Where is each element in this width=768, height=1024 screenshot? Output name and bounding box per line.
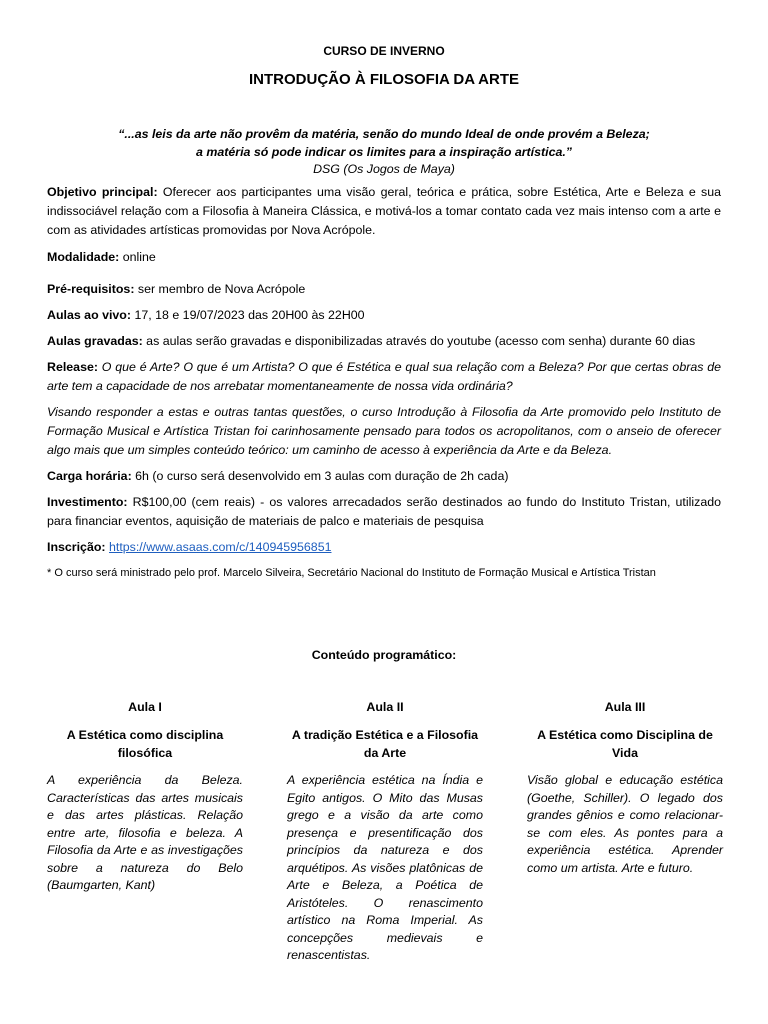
course-type-heading: CURSO DE INVERNO xyxy=(323,44,445,58)
inscricao-link[interactable]: https://www.asaas.com/c/140945956851 xyxy=(109,539,332,554)
footnote: * O curso será ministrado pelo prof. Marcelo Silveira, Secretário Nacional do Instituto de Formação Musical e Artística Tristan xyxy=(47,566,656,579)
prereq-label: Pré-requisitos: xyxy=(47,281,135,296)
aula-2-heading: Aula II xyxy=(366,700,404,714)
modalidade-paragraph xyxy=(47,248,721,267)
aula-3-description: Visão global e educação estética (Goethe, Schiller). O legado dos grandes gênios e como relacionar-se com eles. As pontes para a experiência estética. Aprender como um artista. Arte e futuro. xyxy=(527,773,723,875)
release-label: Release: xyxy=(47,359,98,374)
aula-1-description: A experiência da Beleza. Características das artes musicais e das artes plásticas. Relação entre arte, filosofia e beleza. A Filosofia da Arte e as investigações sobre a natureza do Belo (Baumgarten, Kant) xyxy=(47,773,243,892)
aulas-vivo-paragraph xyxy=(47,306,721,325)
visando-paragraph: Visando responder a estas e outras tantas questões, o curso Introdução à Filosofia da Arte promovido pelo Instituto de Formação Musical e Artística Tristan foi carinhosamente pensado para todos os acropolitanos, com o anseio de oferecer algo mais que um simples conteúdo teórico: um caminho de acesso à experiência da Arte e da Beleza. xyxy=(47,404,721,457)
aulas-gravadas-label: Aulas gravadas: xyxy=(47,333,143,348)
carga-text: 6h (o curso será desenvolvido em 3 aulas com duração de 2h cada) xyxy=(131,468,509,483)
inscricao-label: Inscrição: xyxy=(47,539,106,554)
aulas-vivo-text: 17, 18 e 19/07/2023 das 20H00 às 22H00 xyxy=(131,307,365,322)
quote-line-1: “...as leis da arte não provêm da matéria, senão do mundo Ideal de onde provém a Beleza; xyxy=(118,127,650,141)
carga-paragraph xyxy=(47,467,721,486)
objetivo-label: Objetivo principal: xyxy=(47,184,158,199)
aula-3-column xyxy=(527,698,723,877)
aulas-vivo-label: Aulas ao vivo: xyxy=(47,307,132,322)
release-paragraph xyxy=(47,358,721,396)
objetivo-text: Oferecer aos participantes uma visão geral, teórica e prática, sobre Estética, Arte e Beleza e sua indissociável relação com a Filosofia à Maneira Clássica, e motivá-los a tomar contato cada vez mais intenso com a arte e com as atividades artísticas promovidas por Nova Acrópole. xyxy=(47,184,721,237)
course-title: INTRODUÇÃO À FILOSOFIA DA ARTE xyxy=(249,71,519,88)
quote-source: DSG (Os Jogos de Maya) xyxy=(313,162,455,176)
aula-1-column xyxy=(47,698,243,895)
aula-2-column xyxy=(287,698,483,965)
epigraph xyxy=(47,126,721,179)
quote-line-2: a matéria só pode indicar os limites para a inspiração artística.” xyxy=(196,144,572,159)
modalidade-label: Modalidade: xyxy=(47,249,120,264)
release-text: O que é Arte? O que é um Artista? O que é Estética e qual sua relação com a Beleza? Por que certas obras de arte tem a capacidade de nos arrebatar momentaneamente de nossa vida ordinária? xyxy=(47,359,721,393)
investimento-label: Investimento: xyxy=(47,494,128,509)
aula-3-title: A Estética como Disciplina de Vida xyxy=(537,728,713,760)
modalidade-text: online xyxy=(119,249,156,264)
carga-label: Carga horária: xyxy=(47,468,132,483)
aula-1-title: A Estética como disciplina filosófica xyxy=(66,728,224,760)
prereq-paragraph xyxy=(47,280,721,299)
aulas-gravadas-paragraph xyxy=(47,332,721,351)
objetivo-paragraph xyxy=(47,183,721,240)
investimento-text: R$100,00 (cem reais) - os valores arrecadados serão destinados ao fundo do Instituto Tristan, utilizado para financiar eventos, aquisição de materiais de palco e materiais de pesquisa xyxy=(47,494,721,528)
investimento-paragraph xyxy=(47,493,721,531)
aula-2-title: A tradição Estética e a Filosofia da Arte xyxy=(291,728,479,760)
aula-1-heading: Aula I xyxy=(128,700,162,714)
aula-2-description: A experiência estética na Índia e Egito antigos. O Mito das Musas grego e a visão da arte como presença e presentificação dos princípios da natureza e dos arquétipos. As visões platônicas de Arte e Beleza, a Poética de Aristóteles. O renascimento artístico na Roma Imperial. As concepções medievais e renascentistas. xyxy=(287,773,483,962)
aula-3-heading: Aula III xyxy=(604,700,646,714)
prereq-text: ser membro de Nova Acrópole xyxy=(134,281,306,296)
programa-title: Conteúdo programático: xyxy=(311,648,457,662)
aulas-gravadas-text: as aulas serão gravadas e disponibilizadas através do youtube (acesso com senha) durante 60 dias xyxy=(142,333,696,348)
document-body xyxy=(47,44,721,583)
inscricao-paragraph xyxy=(47,538,721,557)
